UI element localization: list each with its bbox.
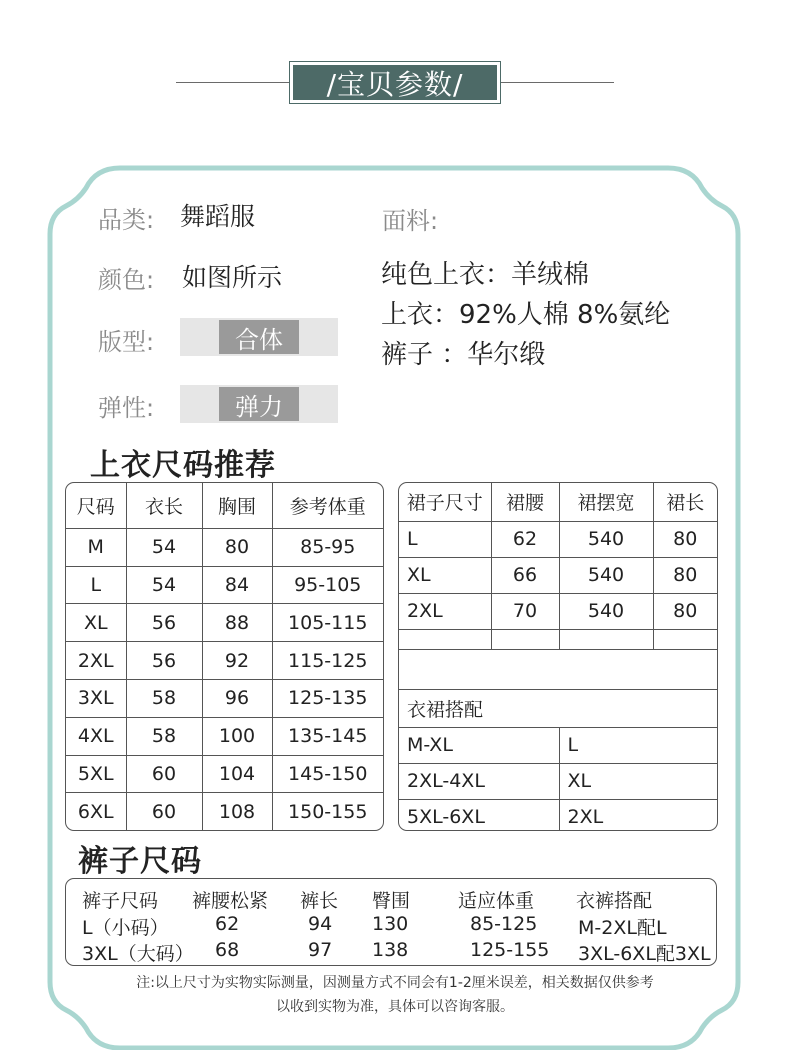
table-row <box>399 521 717 557</box>
fabric-line-3: 裤子 ：华尔缎 <box>381 340 546 370</box>
title-banner <box>289 61 501 104</box>
table-row-empty <box>399 629 717 649</box>
table-cell: 100 <box>202 717 272 755</box>
table-cell: 6XL <box>66 793 126 830</box>
table-cell: 125-135 <box>272 679 383 717</box>
table-cell: 80 <box>653 557 717 593</box>
table-cell: 5XL <box>66 755 126 793</box>
table-header: 裙摆宽 <box>559 483 653 521</box>
table-cell: XL <box>559 763 717 799</box>
table-cell: 2XL <box>66 642 126 680</box>
table-row <box>66 566 383 604</box>
table-row <box>399 799 717 831</box>
color-label: 颜色: <box>98 266 155 294</box>
table-cell: 85-95 <box>272 528 383 566</box>
table-row <box>66 755 383 793</box>
page-title: /宝贝参数/ <box>293 65 497 100</box>
table-header: 臀围 <box>372 890 411 912</box>
table-cell: XL <box>399 557 491 593</box>
table-cell: 138 <box>372 939 409 961</box>
table-cell: 150-155 <box>272 793 383 830</box>
table-cell: 85-125 <box>470 913 538 935</box>
skirt-size-table <box>398 482 718 831</box>
pants-size-table <box>65 878 717 966</box>
table-cell: 58 <box>126 679 202 717</box>
fabric-label: 面料: <box>382 207 439 235</box>
table-header: 衣裤搭配 <box>576 890 653 912</box>
table-cell: 54 <box>126 566 202 604</box>
table-cell: 2XL <box>559 799 717 831</box>
table-cell: 70 <box>491 593 559 629</box>
table-row <box>66 717 383 755</box>
table-header: 裙长 <box>653 483 717 521</box>
table-cell: 105-115 <box>272 604 383 642</box>
table-cell: L <box>559 727 717 763</box>
table-header-row <box>399 483 717 521</box>
top-size-title: 上衣尺码推荐 <box>90 448 276 483</box>
table-row <box>66 793 383 830</box>
table-cell: 88 <box>202 604 272 642</box>
pants-size-title: 裤子尺码 <box>78 844 202 879</box>
table-cell: 54 <box>126 528 202 566</box>
header-rule-left <box>176 82 289 83</box>
table-cell: 3XL（大码） <box>82 943 194 965</box>
table-header: 尺码 <box>66 483 126 528</box>
table-cell: 80 <box>202 528 272 566</box>
category-label: 品类: <box>98 206 155 234</box>
table-cell: 80 <box>653 521 717 557</box>
table-header: 裤腰松紧 <box>192 890 269 912</box>
table-row <box>66 642 383 680</box>
category-value: 舞蹈服 <box>180 202 256 231</box>
table-header: 裤长 <box>300 890 339 912</box>
table-cell: M <box>66 528 126 566</box>
table-cell: L（小码） <box>82 917 169 939</box>
header-rule-right <box>501 82 614 83</box>
table-cell: M-2XL配L <box>578 917 667 939</box>
table-cell: 125-155 <box>470 939 550 961</box>
table-cell: 84 <box>202 566 272 604</box>
table-cell: 60 <box>126 793 202 830</box>
table-cell: XL <box>66 604 126 642</box>
color-value: 如图所示 <box>182 263 283 292</box>
table-cell: 56 <box>126 604 202 642</box>
table-cell: 3XL-6XL配3XL <box>578 943 711 965</box>
fabric-line-2: 上衣：92%人棉 8%氨纶 <box>381 300 671 330</box>
table-cell: 80 <box>653 593 717 629</box>
table-cell: 130 <box>372 913 409 935</box>
elastic-label: 弹性: <box>98 394 155 422</box>
table-cell: 5XL-6XL <box>399 799 559 831</box>
table-cell: 3XL <box>66 679 126 717</box>
table-row <box>399 593 717 629</box>
table-row <box>66 604 383 642</box>
table-cell: 97 <box>308 939 333 961</box>
table-cell: 104 <box>202 755 272 793</box>
table-cell: 108 <box>202 793 272 830</box>
table-row <box>399 557 717 593</box>
table-header: 胸围 <box>202 483 272 528</box>
note-line-2: 以收到实物为准，具体可以咨询客服。 <box>276 999 514 1015</box>
table-cell: 540 <box>559 557 653 593</box>
table-cell: 540 <box>559 521 653 557</box>
table-header: 裤子尺码 <box>82 890 159 912</box>
table-cell: 66 <box>491 557 559 593</box>
table-cell: 62 <box>215 913 240 935</box>
table-cell: 145-150 <box>272 755 383 793</box>
table-header: 参考体重 <box>272 483 383 528</box>
table-row <box>399 727 717 763</box>
table-cell: L <box>399 521 491 557</box>
table-cell: 94 <box>308 913 333 935</box>
table-cell: 62 <box>491 521 559 557</box>
table-cell: M-XL <box>399 727 559 763</box>
table-cell: 95-105 <box>272 566 383 604</box>
table-cell: 68 <box>215 939 240 961</box>
table-cell: 2XL-4XL <box>399 763 559 799</box>
table-cell: 92 <box>202 642 272 680</box>
table-header: 衣长 <box>126 483 202 528</box>
table-cell: 60 <box>126 755 202 793</box>
table-cell: 115-125 <box>272 642 383 680</box>
match-title-row <box>399 689 717 727</box>
table-cell: 96 <box>202 679 272 717</box>
fabric-line-1: 纯色上衣：羊绒棉 <box>381 260 590 290</box>
table-header: 适应体重 <box>458 890 535 912</box>
table-cell: 135-145 <box>272 717 383 755</box>
table-row <box>399 649 717 689</box>
elastic-value: 弹力 <box>219 387 299 421</box>
top-size-table <box>65 482 384 831</box>
table-cell: 4XL <box>66 717 126 755</box>
fit-value: 合体 <box>219 320 299 354</box>
fit-label: 版型: <box>98 328 155 356</box>
table-row <box>399 763 717 799</box>
table-row <box>66 679 383 717</box>
table-cell: 56 <box>126 642 202 680</box>
table-cell: 540 <box>559 593 653 629</box>
table-cell: L <box>66 566 126 604</box>
table-cell: 58 <box>126 717 202 755</box>
note-line-1: 注:以上尺寸为实物实际测量，因测量方式不同会有1-2厘米误差，相关数据仅供参考 <box>136 975 654 991</box>
table-cell: 2XL <box>399 593 491 629</box>
table-header-row <box>66 483 383 528</box>
table-header: 裙腰 <box>491 483 559 521</box>
table-header: 裙子尺寸 <box>399 483 491 521</box>
table-row <box>66 528 383 566</box>
match-title: 衣裙搭配 <box>399 689 717 727</box>
